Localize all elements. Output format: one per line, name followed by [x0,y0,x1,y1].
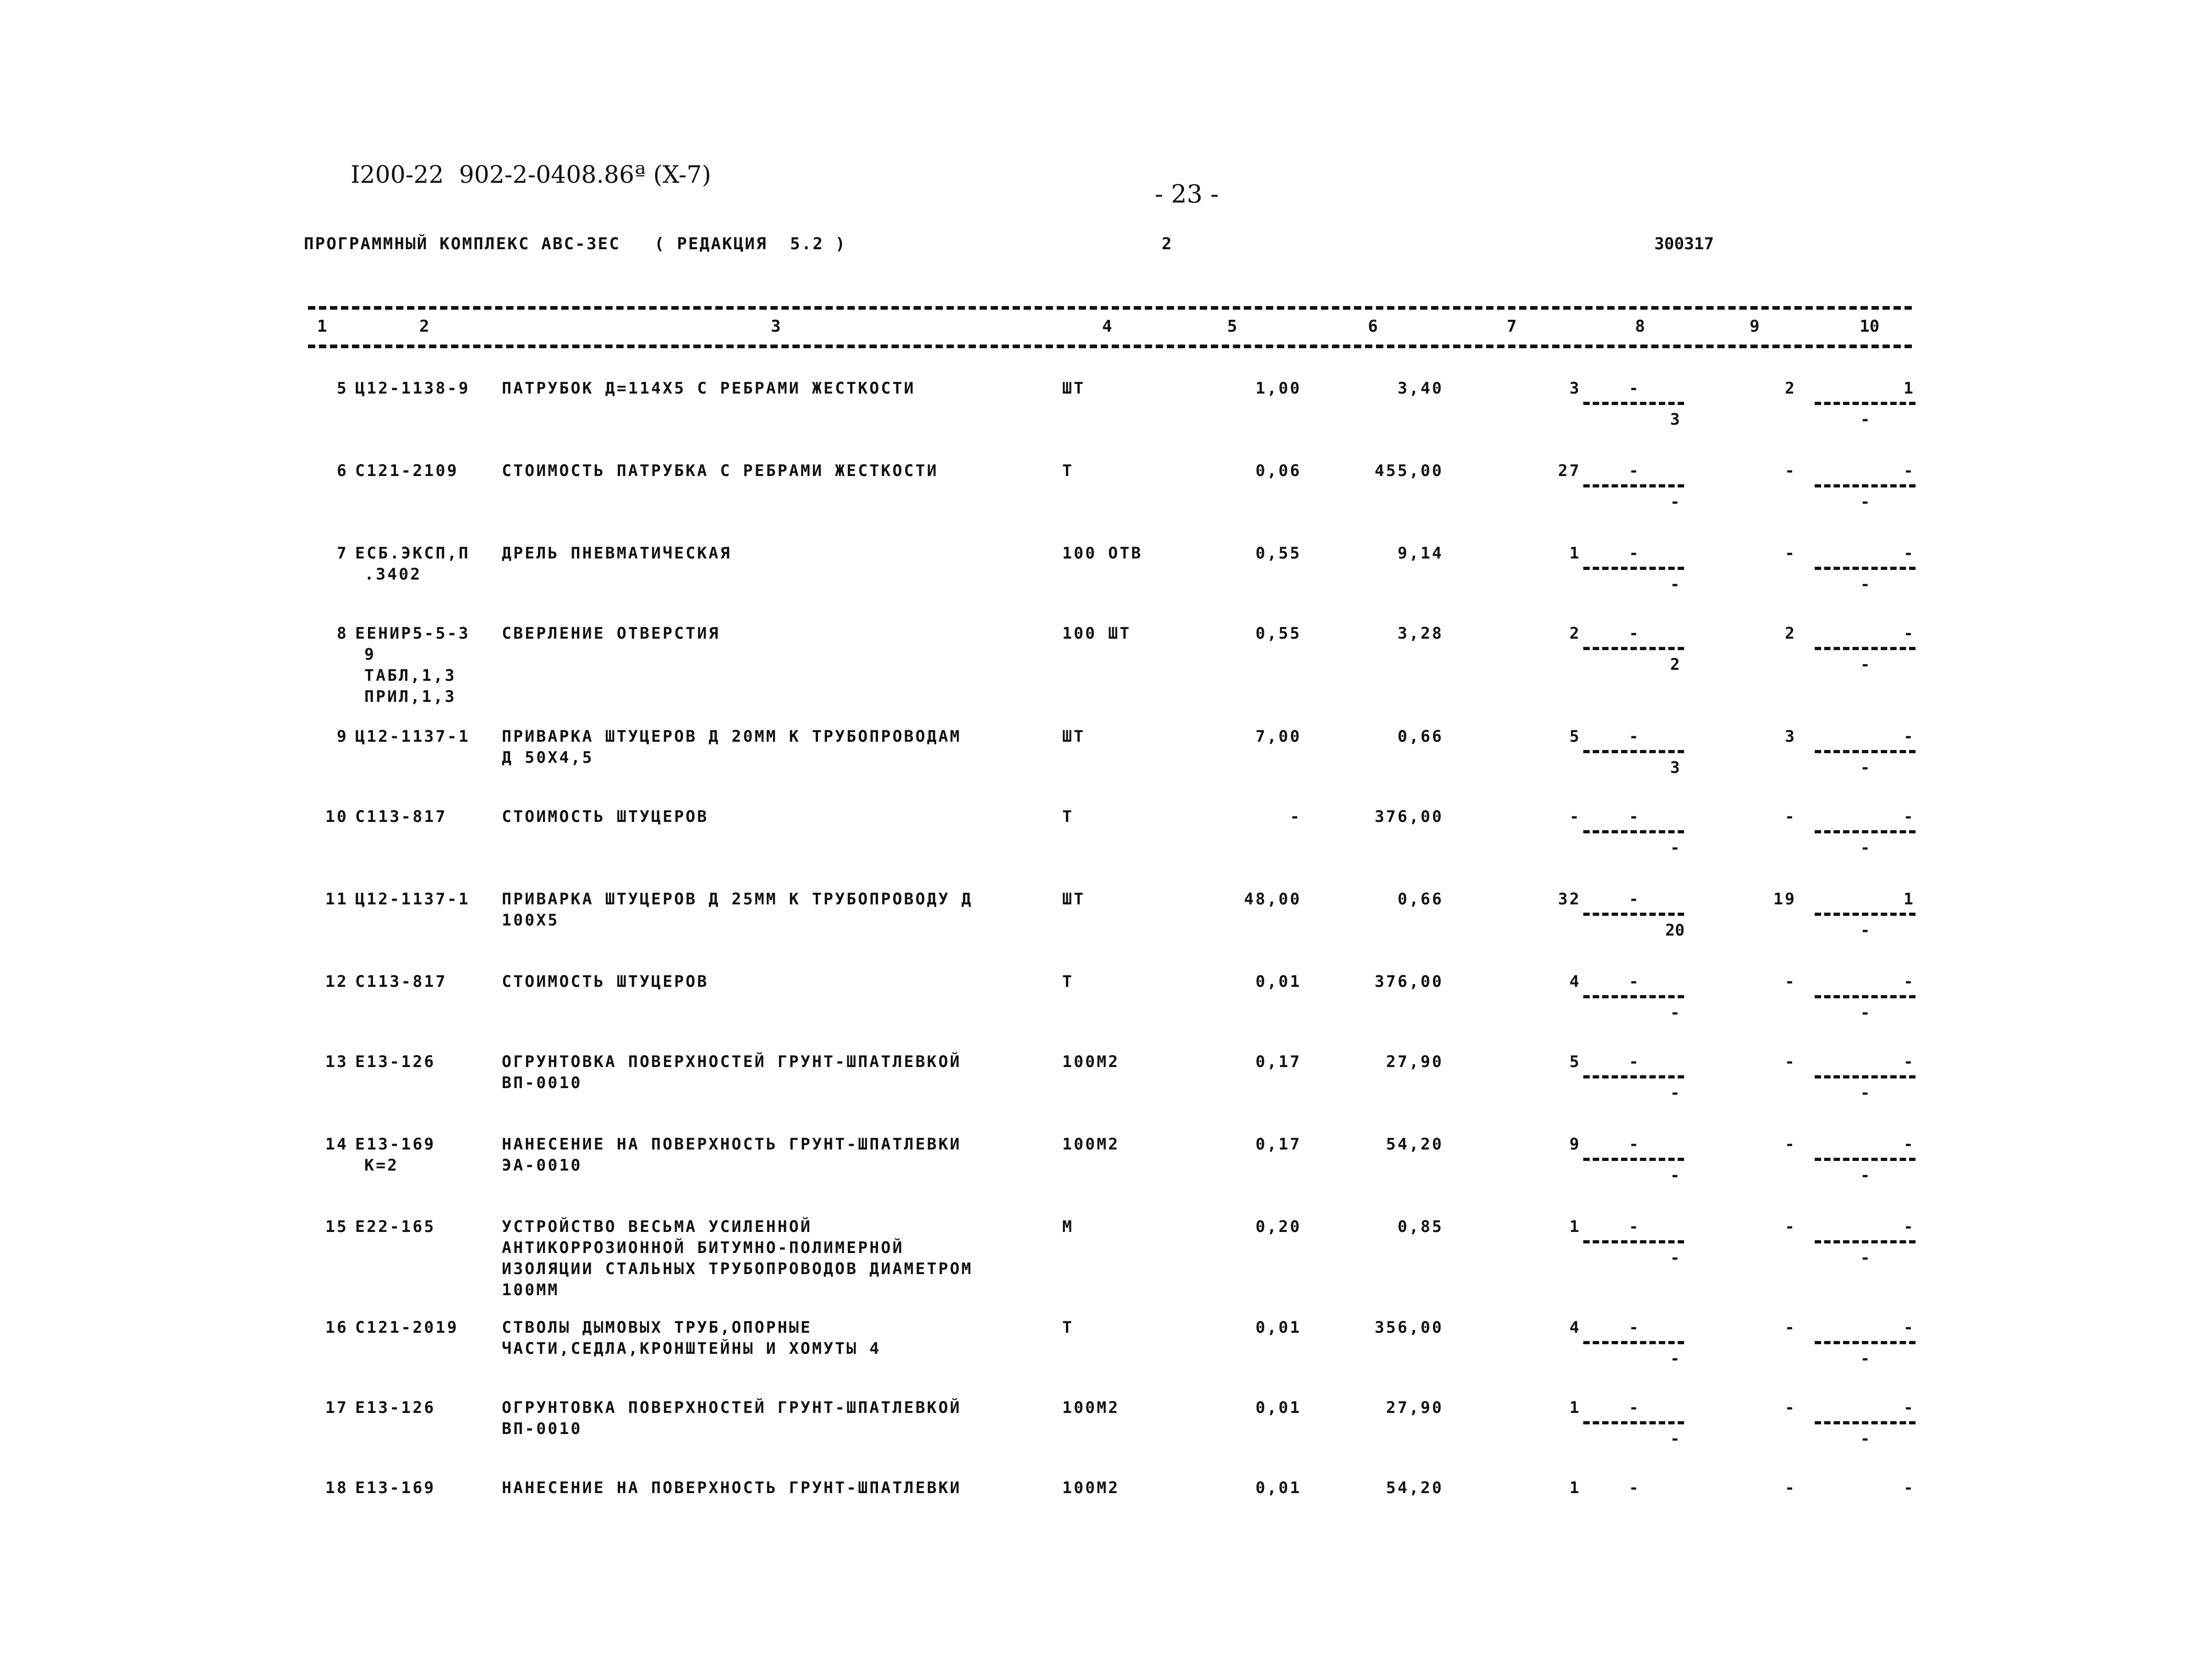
unit-price: 376,00 [1374,808,1444,826]
column-7-value: 5 [1569,728,1581,746]
column-header-3: 3 [771,317,781,336]
column-10-denominator: - [1860,575,1870,594]
column-8-numerator: - [1629,1053,1639,1071]
column-7-value: 1 [1569,1399,1581,1417]
rate-code-continuation: 9 ТАБЛ,1,3 ПРИЛ,1,3 [364,646,456,706]
column-8-numerator: - [1629,1479,1639,1497]
column-10-denominator: - [1860,759,1870,777]
column-10-fraction-line [1815,913,1916,916]
column-7-value: 27 [1558,462,1581,480]
column-9-value: - [1784,544,1796,563]
unit-of-measure: Т [1062,808,1074,826]
column-8-denominator: - [1670,1249,1680,1267]
quantity: 0,55 [1255,624,1301,643]
column-header-7: 7 [1507,317,1517,336]
unit-of-measure: 100 ШТ [1062,624,1131,643]
quantity: 0,17 [1255,1135,1301,1154]
column-10-fraction-line [1815,750,1916,753]
rate-code: С121-2019 [355,1319,459,1337]
quantity: 1,00 [1255,379,1301,398]
unit-price: 455,00 [1374,462,1444,480]
column-8-fraction-line [1583,1421,1684,1424]
row-number: 17 [325,1399,348,1417]
column-10-denominator: - [1860,1084,1870,1102]
column-8-numerator: - [1629,544,1639,563]
work-description: ПАТРУБОК Д=114Х5 С РЕБРАМИ ЖЕСТКОСТИ [502,379,916,398]
column-8-fraction-line [1583,1341,1684,1344]
column-8-numerator: - [1629,462,1639,480]
column-8-numerator: - [1629,1319,1639,1337]
rate-code: Е13-169 [355,1135,436,1154]
row-number: 14 [325,1135,348,1154]
unit-of-measure: 100М2 [1062,1479,1120,1497]
column-10-fraction-line [1815,1421,1916,1424]
unit-of-measure: ШТ [1062,379,1086,398]
column-10-denominator: - [1860,921,1870,940]
quantity: 0,20 [1255,1218,1301,1236]
column-8-fraction-line [1583,830,1684,833]
column-9-value: - [1784,1399,1796,1417]
column-7-value: 9 [1569,1135,1581,1154]
unit-of-measure: Т [1062,462,1074,480]
unit-price: 3,40 [1397,379,1444,398]
table-top-rule [308,306,1912,310]
quantity: 0,17 [1255,1053,1301,1071]
unit-price: 0,66 [1397,728,1444,746]
column-9-value: 2 [1784,624,1796,643]
column-10-numerator: 1 [1903,379,1913,398]
column-10-denominator: - [1860,1249,1870,1267]
unit-of-measure: 100М2 [1062,1053,1120,1071]
column-8-denominator: 20 [1665,921,1685,940]
column-10-numerator: - [1903,1218,1913,1236]
column-10-fraction-line [1815,1075,1916,1078]
column-10-denominator: - [1860,1350,1870,1368]
work-description: ОГРУНТОВКА ПОВЕРХНОСТЕЙ ГРУНТ-ШПАТЛЕВКОЙ ВП-0010 [502,1053,961,1092]
rate-code: Е13-126 [355,1399,436,1417]
column-8-denominator: 2 [1670,656,1680,674]
rate-code: С113-817 [355,808,447,826]
column-header-2: 2 [419,317,429,336]
column-8-fraction-line [1583,1240,1684,1243]
column-10-fraction-line [1815,1341,1916,1344]
column-header-4: 4 [1102,317,1112,336]
column-8-fraction-line [1583,402,1684,405]
quantity: 48,00 [1244,890,1301,909]
row-number: 6 [336,462,348,480]
work-description: УСТРОЙСТВО ВЕСЬМА УСИЛЕННОЙ АНТИКОРРОЗИОННОЙ БИТУМНО-ПОЛИМЕРНОЙ ИЗОЛЯЦИИ СТАЛЬНЫХ ТРУБОПРОВОДОВ ДИАМЕТРОМ 100ММ [502,1218,973,1299]
column-7-value: 5 [1569,1053,1581,1071]
column-8-denominator: - [1670,1084,1680,1102]
rate-code: ЕЕНИР5-5-3 [355,624,470,643]
column-9-value: - [1784,1319,1796,1337]
column-header-5: 5 [1227,317,1237,336]
work-description: ПРИВАРКА ШТУЦЕРОВ Д 20ММ К ТРУБОПРОВОДАМ Д 50Х4,5 [502,728,961,767]
column-9-value: - [1784,808,1796,826]
work-description: СТОИМОСТЬ ПАТРУБКА С РЕБРАМИ ЖЕСТКОСТИ [502,462,939,480]
column-9-value: - [1784,1053,1796,1071]
column-7-value: 32 [1558,890,1581,909]
column-7-value: 4 [1569,973,1581,991]
column-8-fraction-line [1583,484,1684,487]
column-8-numerator: - [1629,379,1639,398]
column-10-numerator: - [1903,1479,1913,1497]
column-8-numerator: - [1629,624,1639,643]
unit-price: 9,14 [1397,544,1444,563]
row-number: 16 [325,1319,348,1337]
column-8-fraction-line [1583,1075,1684,1078]
unit-of-measure: 100М2 [1062,1135,1120,1154]
column-8-fraction-line [1583,913,1684,916]
column-10-denominator: - [1860,839,1870,857]
column-10-fraction-line [1815,830,1916,833]
work-description: ОГРУНТОВКА ПОВЕРХНОСТЕЙ ГРУНТ-ШПАТЛЕВКОЙ ВП-0010 [502,1399,961,1438]
column-8-denominator: - [1670,1350,1680,1368]
row-number: 10 [325,808,348,826]
rate-code-continuation: К=2 [364,1156,399,1175]
quantity: - [1290,808,1301,826]
column-7-value: - [1569,808,1581,826]
unit-price: 356,00 [1374,1319,1444,1337]
column-8-numerator: - [1629,890,1639,909]
column-8-denominator: - [1670,493,1680,511]
rate-code: Е22-165 [355,1218,436,1236]
column-10-fraction-line [1815,484,1916,487]
column-10-fraction-line [1815,1240,1916,1243]
rate-code: Ц12-1138-9 [355,379,470,398]
row-number: 18 [325,1479,348,1497]
rate-code: С113-817 [355,973,447,991]
work-description: СТОИМОСТЬ ШТУЦЕРОВ [502,973,709,991]
column-10-numerator: 1 [1903,890,1913,909]
column-8-denominator: 3 [1670,411,1680,429]
column-8-numerator: - [1629,1218,1639,1236]
column-8-denominator: - [1670,839,1680,857]
column-7-value: 1 [1569,1218,1581,1236]
column-7-value: 1 [1569,1479,1581,1497]
work-description: СВЕРЛЕНИЕ ОТВЕРСТИЯ [502,624,720,643]
work-description: СТВОЛЫ ДЫМОВЫХ ТРУБ,ОПОРНЫЕ ЧАСТИ,СЕДЛА,КРОНШТЕЙНЫ И ХОМУТЫ 4 [502,1319,881,1358]
column-10-fraction-line [1815,1158,1916,1161]
rate-code: ЕСБ.ЭКСП,П [355,544,470,563]
column-9-value: - [1784,462,1796,480]
work-description: НАНЕСЕНИЕ НА ПОВЕРХНОСТЬ ГРУНТ-ШПАТЛЕВКИ ЭА-0010 [502,1135,961,1175]
column-10-fraction-line [1815,995,1916,998]
column-8-fraction-line [1583,1158,1684,1161]
unit-of-measure: Т [1062,1319,1074,1337]
work-description: ДРЕЛЬ ПНЕВМАТИЧЕСКАЯ [502,544,732,563]
column-10-denominator: - [1860,1430,1870,1448]
column-8-numerator: - [1629,808,1639,826]
column-header-10: 10 [1860,317,1880,336]
column-10-numerator: - [1903,1399,1913,1417]
quantity: 0,55 [1255,544,1301,563]
work-description: ПРИВАРКА ШТУЦЕРОВ Д 25ММ К ТРУБОПРОВОДУ Д 100Х5 [502,890,973,930]
unit-price: 376,00 [1374,973,1444,991]
quantity: 7,00 [1255,728,1301,746]
column-8-numerator: - [1629,1399,1639,1417]
column-8-fraction-line [1583,750,1684,753]
column-9-value: - [1784,1479,1796,1497]
column-8-numerator: - [1629,728,1639,746]
row-number: 12 [325,973,348,991]
work-description: СТОИМОСТЬ ШТУЦЕРОВ [502,808,709,826]
column-10-numerator: - [1903,544,1913,563]
unit-of-measure: 100М2 [1062,1399,1120,1417]
column-9-value: 3 [1784,728,1796,746]
column-10-fraction-line [1815,647,1916,650]
row-number: 8 [336,624,348,643]
column-10-denominator: - [1860,1004,1870,1022]
column-7-value: 3 [1569,379,1581,398]
work-description: НАНЕСЕНИЕ НА ПОВЕРХНОСТЬ ГРУНТ-ШПАТЛЕВКИ [502,1479,961,1497]
unit-of-measure: ШТ [1062,890,1086,909]
column-10-numerator: - [1903,1135,1913,1154]
table-header-rule [308,345,1912,348]
column-header-8: 8 [1635,317,1645,336]
quantity: 0,01 [1255,973,1301,991]
column-8-denominator: 3 [1670,759,1680,777]
column-9-value: 19 [1773,890,1796,909]
rate-code: Ц12-1137-1 [355,890,470,909]
column-10-numerator: - [1903,973,1913,991]
unit-price: 0,66 [1397,890,1444,909]
column-header-6: 6 [1368,317,1378,336]
program-code: 300317 [1654,235,1714,253]
unit-price: 27,90 [1386,1399,1444,1417]
unit-of-measure: Т [1062,973,1074,991]
row-number: 9 [336,728,348,746]
column-10-denominator: - [1860,1166,1870,1185]
quantity: 0,01 [1255,1319,1301,1337]
program-title: ПРОГРАММНЫЙ КОМПЛЕКС АВС-3ЕС ( РЕДАКЦИЯ 5.2 ) [304,235,847,253]
unit-price: 54,20 [1386,1479,1444,1497]
row-number: 5 [336,379,348,398]
column-header-9: 9 [1750,317,1760,336]
rate-code: С121-2109 [355,462,459,480]
column-10-numerator: - [1903,1319,1913,1337]
column-9-value: - [1784,1135,1796,1154]
row-number: 11 [325,890,348,909]
column-7-value: 1 [1569,544,1581,563]
column-10-numerator: - [1903,1053,1913,1071]
column-8-numerator: - [1629,1135,1639,1154]
quantity: 0,01 [1255,1479,1301,1497]
column-9-value: 2 [1784,379,1796,398]
column-10-denominator: - [1860,411,1870,429]
column-9-value: - [1784,973,1796,991]
column-8-numerator: - [1629,973,1639,991]
row-number: 13 [325,1053,348,1071]
column-header-1: 1 [317,317,327,336]
column-10-fraction-line [1815,402,1916,405]
unit-price: 0,85 [1397,1218,1444,1236]
column-8-fraction-line [1583,567,1684,570]
row-number: 15 [325,1218,348,1236]
page-number: - 23 - [1155,180,1219,208]
column-10-fraction-line [1815,567,1916,570]
column-10-numerator: - [1903,728,1913,746]
column-10-numerator: - [1903,624,1913,643]
unit-of-measure: М [1062,1218,1074,1236]
quantity: 0,01 [1255,1399,1301,1417]
column-8-denominator: - [1670,1004,1680,1022]
rate-code: Е13-126 [355,1053,436,1071]
column-8-denominator: - [1670,575,1680,594]
program-number: 2 [1162,235,1172,253]
unit-price: 54,20 [1386,1135,1444,1154]
rate-code: Ц12-1137-1 [355,728,470,746]
column-9-value: - [1784,1218,1796,1236]
document-code: I200-22 902-2-0408.86ª (X-7) [351,161,711,189]
column-8-denominator: - [1670,1430,1680,1448]
column-10-numerator: - [1903,808,1913,826]
unit-price: 27,90 [1386,1053,1444,1071]
unit-price: 3,28 [1397,624,1444,643]
row-number: 7 [336,544,348,563]
column-10-denominator: - [1860,493,1870,511]
quantity: 0,06 [1255,462,1301,480]
rate-code: Е13-169 [355,1479,436,1497]
column-7-value: 2 [1569,624,1581,643]
column-8-denominator: - [1670,1166,1680,1185]
column-10-numerator: - [1903,462,1913,480]
unit-of-measure: ШТ [1062,728,1086,746]
column-8-fraction-line [1583,995,1684,998]
column-7-value: 4 [1569,1319,1581,1337]
unit-of-measure: 100 ОТВ [1062,544,1143,563]
column-8-fraction-line [1583,647,1684,650]
column-10-denominator: - [1860,656,1870,674]
rate-code-continuation: .3402 [364,565,422,584]
